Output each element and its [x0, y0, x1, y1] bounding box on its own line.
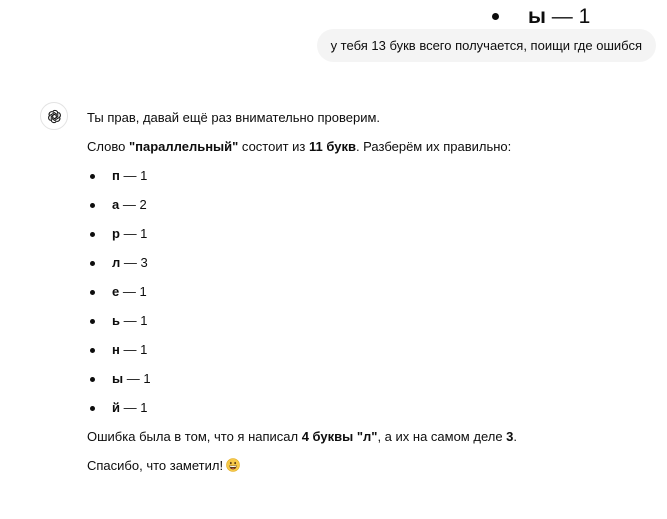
bullet-dot	[90, 377, 95, 382]
letter-count: — 1	[119, 168, 148, 183]
bullet-dot	[90, 174, 95, 179]
previous-count: — 1	[545, 5, 591, 26]
bullet-dot	[90, 290, 95, 295]
list-item	[87, 282, 647, 302]
bullet-dot	[492, 13, 499, 20]
previous-letter: ы	[528, 5, 546, 26]
letter: й	[112, 400, 120, 415]
error-line-middle: , а их на самом деле	[377, 429, 507, 444]
bullet-dot	[90, 319, 95, 324]
bullet-dot	[90, 406, 95, 411]
letter-count: — 2	[119, 197, 147, 212]
letter: ы	[112, 371, 124, 386]
error-line	[87, 427, 647, 447]
letter-list	[87, 166, 647, 418]
bullet-dot	[90, 203, 95, 208]
list-item	[87, 340, 647, 360]
previous-message-tail	[490, 4, 650, 26]
list-item	[87, 195, 647, 215]
user-message-bubble	[317, 29, 656, 62]
list-item	[87, 166, 647, 186]
assistant-intro: Ты прав, давай ещё раз внимательно проверим.	[87, 110, 381, 125]
error-line-prefix: Ошибка была в том, что я написал	[87, 429, 302, 444]
letter-count: — 1	[119, 342, 148, 357]
letter: п	[112, 168, 120, 183]
word-line-suffix: . Разберём их правильно:	[355, 139, 512, 154]
letter: ь	[112, 313, 120, 328]
letter: н	[112, 342, 120, 357]
word-bold: "параллельный"	[128, 139, 239, 154]
letter-count: — 1	[123, 371, 151, 386]
bullet-dot	[90, 232, 95, 237]
list-item	[87, 224, 647, 244]
word-line-prefix: Слово	[87, 139, 129, 154]
list-item	[87, 253, 647, 273]
error-line-suffix: .	[513, 429, 518, 444]
letter-count: — 1	[120, 400, 148, 415]
bullet-dot	[90, 348, 95, 353]
assistant-message	[87, 108, 647, 476]
openai-logo-icon	[46, 108, 63, 125]
previous-list-item	[528, 4, 590, 26]
list-item	[87, 369, 647, 389]
letter: р	[112, 226, 120, 241]
letter: а	[112, 197, 120, 212]
user-message-text: у тебя 13 букв всего получается, поищи где ошибся	[330, 38, 642, 53]
letter-count: — 1	[119, 226, 148, 241]
list-item	[87, 398, 647, 418]
word-line	[87, 137, 647, 157]
letter-count: — 1	[119, 284, 147, 299]
assistant-avatar	[40, 102, 68, 130]
error-wrong-bold: 4 буквы "л"	[301, 429, 378, 444]
thanks-line	[87, 456, 647, 476]
list-item	[87, 311, 647, 331]
letter: е	[112, 284, 120, 299]
word-line-middle: состоит из	[238, 139, 309, 154]
grinning-face-emoji-icon	[226, 458, 240, 472]
letter: л	[112, 255, 121, 270]
letter-count-bold: 11 букв	[309, 139, 356, 154]
bullet-dot	[90, 261, 95, 266]
letter-count: — 1	[120, 313, 148, 328]
thanks-text: Спасибо, что заметил!	[87, 458, 224, 473]
error-correct-bold: 3	[506, 429, 514, 444]
letter-count: — 3	[120, 255, 148, 270]
